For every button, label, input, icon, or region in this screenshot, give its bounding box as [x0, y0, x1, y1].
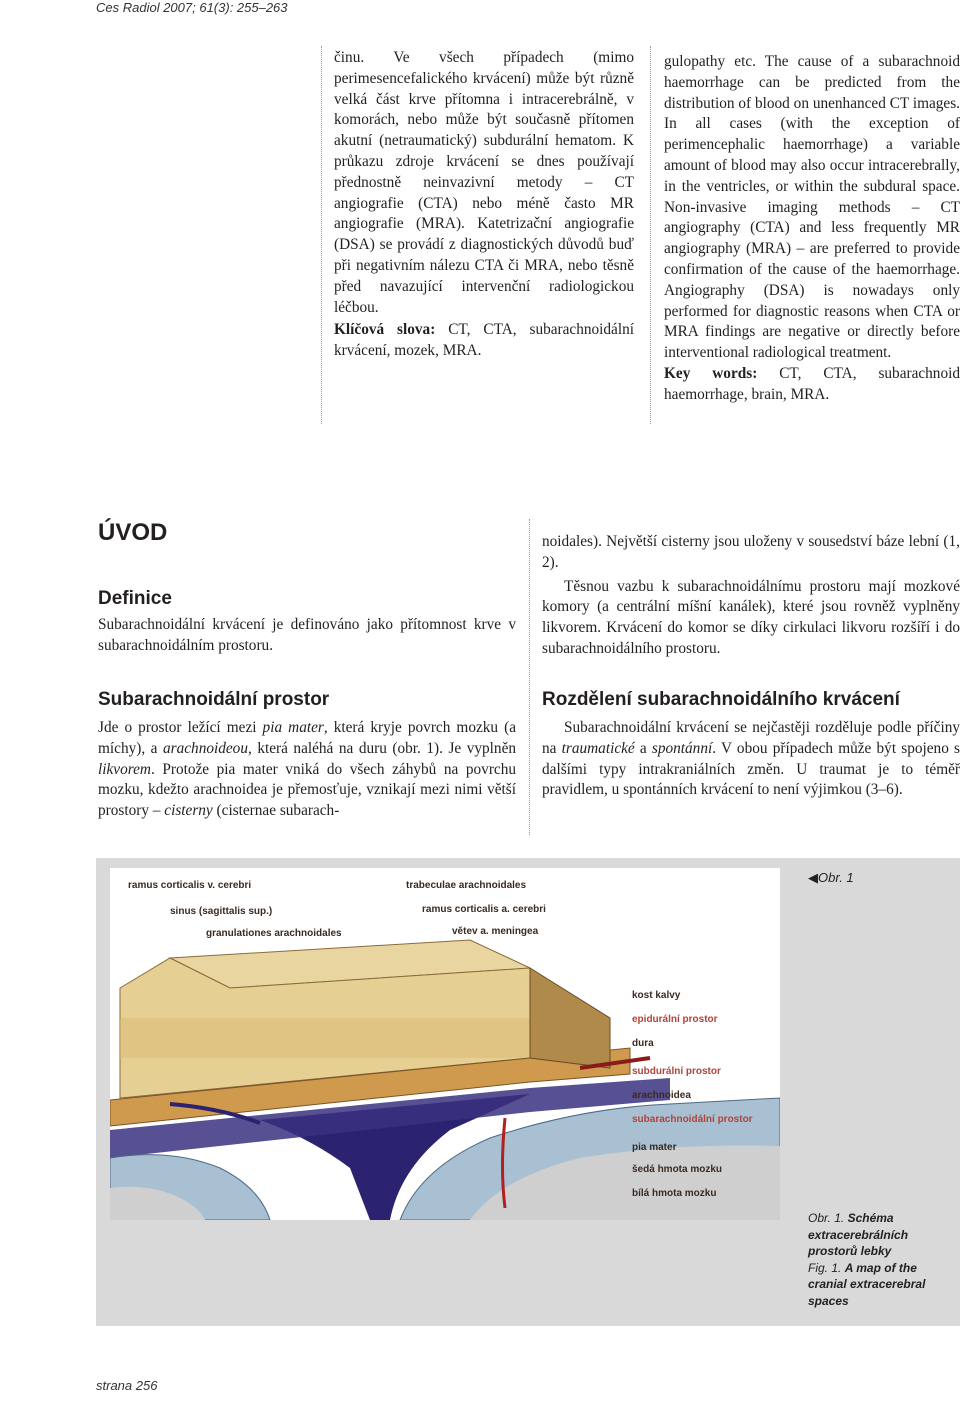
rozdeleni-t2: a [634, 739, 652, 757]
prostor-heading: Subarachnoidální prostor [98, 689, 330, 710]
rozdeleni-text [542, 718, 960, 801]
section-mid-rule [529, 519, 530, 835]
section-title: ÚVOD [98, 519, 168, 546]
prostor-t4: . Protože pia mater vniká do všech záhybů na povrchu mozku, kdežto arachnoidea je přemosťuje, vznikají mezi nimi větší prostory – [98, 760, 516, 820]
label-trabeculae: trabeculae arachnoidales [406, 880, 527, 891]
label-epiduralni: epidurální prostor [632, 1014, 718, 1025]
prostor-i2: arachnoideou [163, 739, 248, 757]
running-head: Ces Radiol 2007; 61(3): 255–263 [96, 0, 288, 15]
caption-en-text: A map of the cranial extracerebral spaces [808, 1260, 926, 1308]
caption-en [808, 1260, 950, 1310]
prostor-i4: cisterny [164, 802, 213, 820]
figure-ref-text: Obr. 1 [818, 870, 854, 885]
prostor-t3: , která naléhá na duru (obr. 1). Je vyplněn [247, 739, 517, 757]
abstract-cz-keywords-label: Klíčová slova: [334, 321, 436, 339]
label-ramus-a: ramus corticalis a. cerebri [422, 904, 546, 915]
rozdeleni-t1: Subarachnoidální krvácení se nejčastěji rozděluje podle příčiny na [542, 719, 960, 757]
label-subduralni: subdurální prostor [632, 1066, 721, 1077]
prostor-t1: Jde o prostor ležící mezi [98, 719, 263, 736]
abstract-en-keywords-label: Key words: [664, 364, 758, 382]
label-sinus: sinus (sagittalis sup.) [170, 906, 273, 917]
label-subarachnoidalni: subarachnoidální prostor [632, 1114, 753, 1125]
abstract-cz-text: činu. Ve všech případech (mimo perimesencefalického krvácení) může být různě velká část krve přítomna i intracerebrálně, v komorách, nebo může být současně přítomen akutní (netraumatický) subdurální hematom. K průkazu zdroje krvácení se dnes používají přednostně neinvazivní metody – CT angiografie (CTA) nebo méně často MR angiografie (MRA). Katetrizační angiografie (DSA) se provádí z diagnostických důvodů buď při negativním nálezu CTA či MRA, nebo těsně před navazující intervenční radiologickou léčbou. [334, 49, 634, 316]
label-ramus-v: ramus corticalis v. cerebri [128, 880, 252, 891]
rozdeleni-heading: Rozdělení subarachnoidálního krvácení [542, 689, 900, 710]
abstract-en-text: gulopathy etc. The cause of a subarachnoid haemorrhage can be predicted from the distribution of blood on unenhanced CT images. In all cases (with the exception of perimencephalic haemorrhage) a variable amount of blood may also occur intracerebrally, in the ventricles, or within the subdural space. Non-invasive imaging methods – CT angiography (CTA) and less frequently MR angiography (MRA) – are preferred to provide confirmation of the cause of the haemorrhage. Angiography (DSA) is nowadays only performed for diagnostic reasons when CTA or MRA findings are negative or directly before interventional radiological treatment. [664, 53, 960, 362]
caption-en-prefix: Fig. 1. [808, 1260, 842, 1275]
caption-cz [808, 1210, 950, 1260]
abstract-left-rule [321, 46, 322, 424]
caption-cz-prefix: Obr. 1. [808, 1211, 845, 1225]
abstract-cz [334, 48, 634, 362]
abstract-cz-keywords-value: CT, CTA, subarachnoidální krvácení, mozek, MRA. [334, 321, 635, 360]
label-seda-hmota: šedá hmota mozku [632, 1164, 723, 1175]
right-column [542, 532, 960, 660]
definice-heading: Definice [98, 588, 172, 609]
abstract-en [664, 52, 960, 406]
abstract-mid-rule [650, 46, 651, 424]
bone-cut-right [530, 968, 610, 1068]
abstract-cz-keywords [334, 320, 634, 362]
label-arachnoidea: arachnoidea [632, 1090, 691, 1101]
abstract-en-keywords [664, 364, 960, 406]
label-kost-kalvy: kost kalvy [632, 990, 681, 1001]
abstract-en-keywords-value: CT, CTA, subarachnoid haemorrhage, brain, MRA. [664, 364, 960, 403]
caption-cz-text: Schéma extracerebrálních prostorů lebky [808, 1211, 909, 1258]
label-vetev: větev a. meningea [452, 926, 539, 937]
rozdeleni-t3: . V obou případech může být spojeno s dalšími typy intrakraniálních změn. U traumat je to téměř pravidlem, u spontánních krvácení to není výjimkou (3–6). [542, 739, 960, 799]
prostor-i3: likvorem [98, 760, 151, 778]
rozdeleni-i2: spontánní [651, 739, 713, 757]
definice-text: Subarachnoidální krvácení je definováno jako přítomnost krve v subarachnoidálním prostoru. [98, 616, 516, 654]
label-bila-hmota: bílá hmota mozku [632, 1188, 717, 1199]
rozdeleni-body [542, 718, 960, 801]
right-para2: Těsnou vazbu k subarachnoidálnímu prostoru mají mozkové komory (a centrální míšní kanálek), které jsou rovněž vyplněny likvorem. Krvácení do komor se díky cirkulaci likvoru rozšíří i do subarachnoidálního prostoru. [542, 577, 960, 657]
label-pia-mater: pia mater [632, 1142, 677, 1153]
label-granulationes: granulationes arachnoidales [206, 928, 342, 939]
page-number: strana 256 [96, 1378, 158, 1393]
definice-body [98, 615, 516, 657]
prostor-text [98, 718, 516, 822]
prostor-i1: pia mater [262, 719, 324, 736]
figure-caption [808, 1210, 950, 1309]
figure-ref-arrow-icon: ◀ [808, 870, 818, 885]
prostor-t2: , která kryje povrch mozku (a míchy), a [98, 719, 517, 757]
prostor-t5: (cisternae subarach- [212, 802, 340, 820]
label-dura: dura [632, 1038, 654, 1049]
figure-ref [808, 870, 854, 887]
calvaria-diploe [120, 1018, 530, 1058]
prostor-body [98, 718, 516, 822]
figure-illustration [110, 868, 780, 1220]
right-cont-text: noidales). Největší cisterny jsou uloženy v sousedství báze lební (1, 2). [542, 533, 960, 571]
rozdeleni-i1: traumatické [561, 739, 635, 757]
